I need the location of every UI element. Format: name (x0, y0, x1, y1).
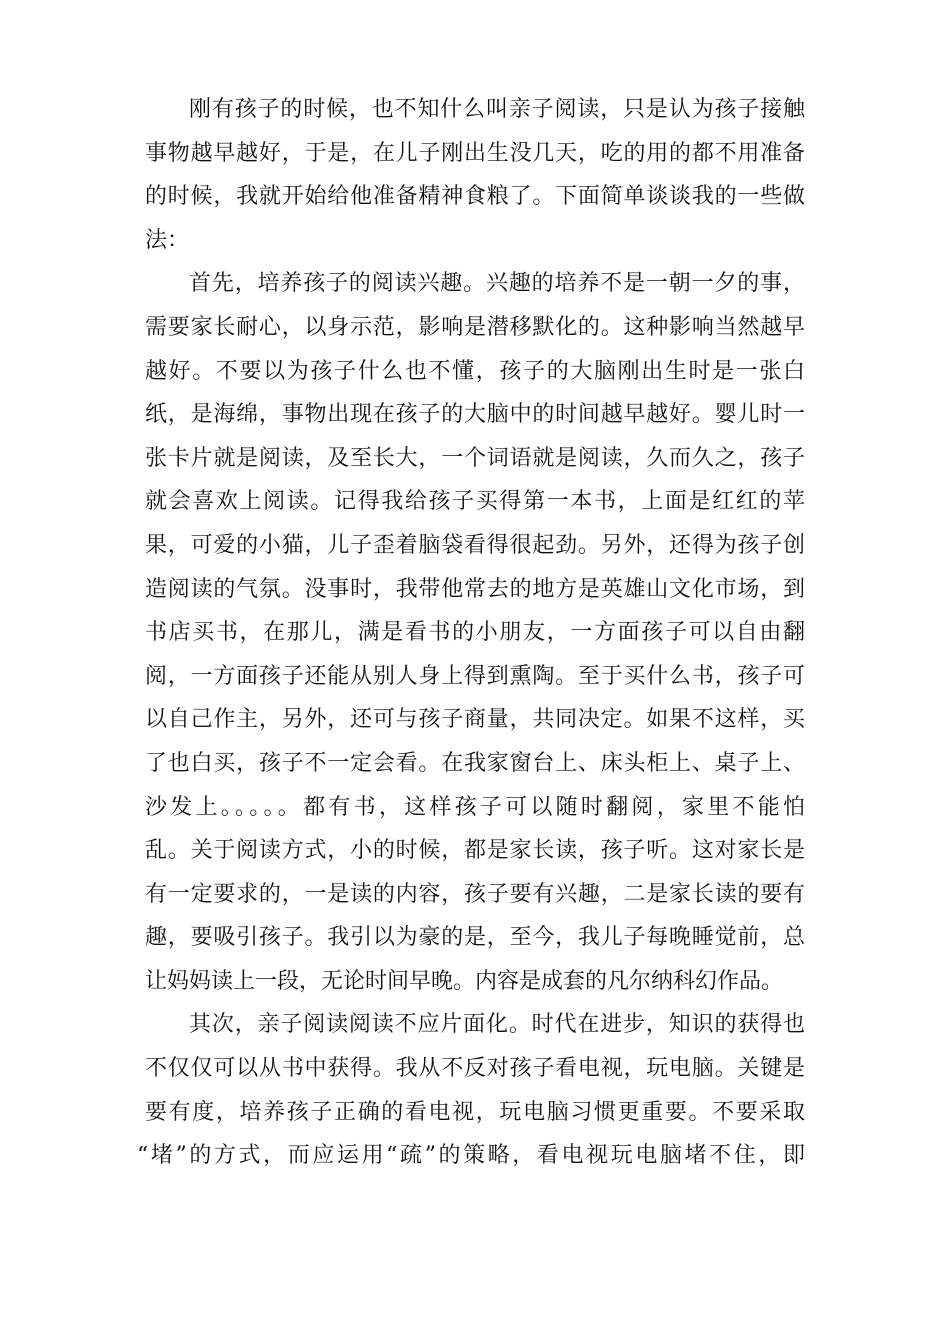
text-line: 果，可爱的小猫，儿子歪着脑袋看得很起劲。另外，还得为孩子创 (145, 532, 805, 558)
text-line: 沙发上。。。。。都有书，这样孩子可以随时翻阅，家里不能怕 (145, 794, 805, 820)
text-line: 书店买书，在那儿，满是看书的小朋友，一方面孩子可以自由翻 (145, 620, 805, 646)
text-line: “堵”的方式，而应运用“疏”的策略，看电视玩电脑堵不住，即 (137, 1143, 805, 1169)
text-line: 就会喜欢上阅读。记得我给孩子买得第一本书，上面是红红的苹 (145, 489, 805, 515)
text-line: 纸，是海绵，事物出现在孩子的大脑中的时间越早越好。婴儿时一 (145, 402, 805, 428)
text-line: 越好。不要以为孩子什么也不懂，孩子的大脑刚出生时是一张白 (145, 358, 805, 384)
text-line: 阅，一方面孩子还能从别人身上得到熏陶。至于买什么书，孩子可 (145, 663, 805, 689)
text-line: 需要家长耐心，以身示范，影响是潜移默化的。这种影响当然越早 (145, 314, 805, 340)
text-line: 乱。关于阅读方式，小的时候，都是家长读，孩子听。这对家长是 (145, 838, 805, 864)
text-line: 其次，亲子阅读阅读不应片面化。时代在进步，知识的获得也 (189, 1012, 805, 1038)
text-line: 以自己作主，另外，还可与孩子商量，共同决定。如果不这样，买 (145, 707, 805, 733)
text-line: 法： (145, 227, 190, 253)
text-line: 的时候，我就开始给他准备精神食粮了。下面简单谈谈我的一些做 (145, 184, 805, 210)
text-line: 造阅读的气氛。没事时，我带他常去的地方是英雄山文化市场，到 (145, 576, 805, 602)
body-text (137, 88, 805, 1178)
text-line: 首先，培养孩子的阅读兴趣。兴趣的培养不是一朝一夕的事， (189, 271, 805, 297)
text-line: 张卡片就是阅读，及至长大，一个词语就是阅读，久而久之，孩子 (145, 445, 805, 471)
text-line: 趣，要吸引孩子。我引以为豪的是，至今，我儿子每晚睡觉前，总 (145, 925, 805, 951)
text-line: 让妈妈读上一段，无论时间早晚。内容是成套的凡尔纳科幻作品。 (145, 968, 784, 994)
text-line: 事物越早越好，于是，在儿子刚出生没几天，吃的用的都不用准备 (145, 140, 805, 166)
text-line: 刚有孩子的时候，也不知什么叫亲子阅读，只是认为孩子接触 (189, 97, 805, 122)
text-line: 有一定要求的，一是读的内容，孩子要有兴趣，二是家长读的要有 (145, 881, 805, 907)
text-line: 了也白买，孩子不一定会看。在我家窗台上、床头柜上、桌子上、 (145, 750, 805, 776)
text-line: 不仅仅可以从书中获得。我从不反对孩子看电视，玩电脑。关键是 (145, 1056, 805, 1082)
text-line: 要有度，培养孩子正确的看电视，玩电脑习惯更重要。不要采取 (145, 1099, 805, 1125)
